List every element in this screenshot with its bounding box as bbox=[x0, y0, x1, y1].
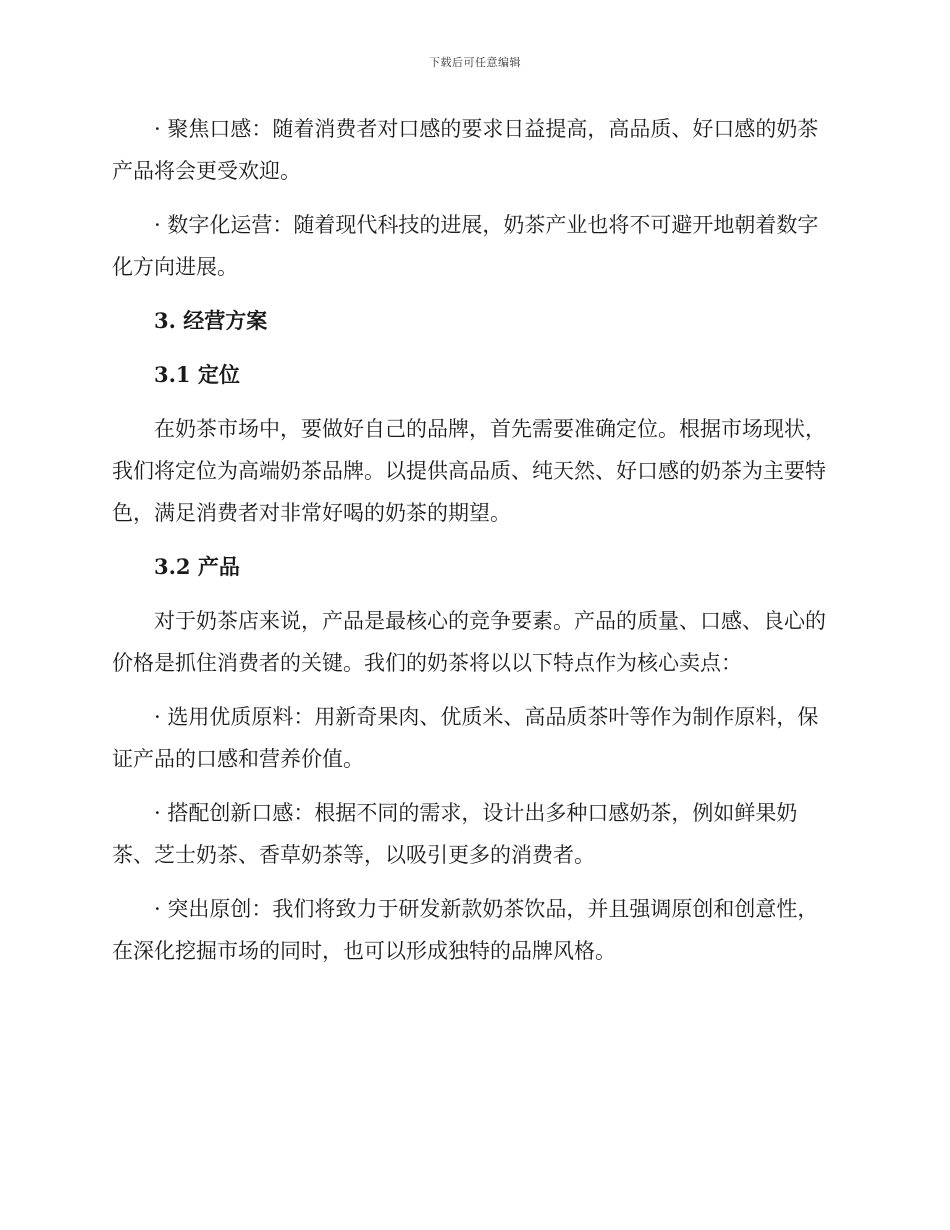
page-header: 下载后可任意编辑 bbox=[429, 56, 521, 69]
bullet-paragraph-digital: · 数字化运营：随着现代科技的进展，奶茶产业也将不可避开地朝着数字化方向进展。 bbox=[112, 213, 819, 279]
section-heading-operation-plan: 3. 经营方案 bbox=[154, 308, 268, 333]
document-body bbox=[112, 108, 832, 984]
bullet-paragraph-taste: · 聚焦口感：随着消费者对口感的要求日益提高，高品质、好口感的奶茶产品将会更受欢迎。 bbox=[112, 117, 819, 183]
bullet-paragraph-originality: · 突出原创：我们将致力于研发新款奶茶饮品，并且强调原创和创意性，在深化挖掘市场的同时，也可以形成独特的品牌风格。 bbox=[112, 897, 819, 963]
subsection-heading-positioning: 3.1 定位 bbox=[154, 362, 240, 387]
subsection-heading-product: 3.2 产品 bbox=[154, 554, 240, 579]
paragraph-positioning: 在奶茶市场中，要做好自己的品牌，首先需要准确定位。根据市场现状，我们将定位为高端奶茶品牌。以提供高品质、纯天然、好口感的奶茶为主要特色，满足消费者对非常好喝的奶茶的期望。 bbox=[112, 417, 826, 525]
bullet-paragraph-innovation: · 搭配创新口感：根据不同的需求，设计出多种口感奶茶，例如鲜果奶茶、芝士奶茶、香草奶茶等，以吸引更多的消费者。 bbox=[112, 801, 798, 867]
bullet-paragraph-ingredients: · 选用优质原料：用新奇果肉、优质米、高品质茶叶等作为制作原料，保证产品的口感和营养价值。 bbox=[112, 705, 819, 771]
paragraph-product: 对于奶茶店来说，产品是最核心的竞争要素。产品的质量、口感、良心的价格是抓住消费者的关键。我们的奶茶将以以下特点作为核心卖点： bbox=[112, 609, 826, 675]
